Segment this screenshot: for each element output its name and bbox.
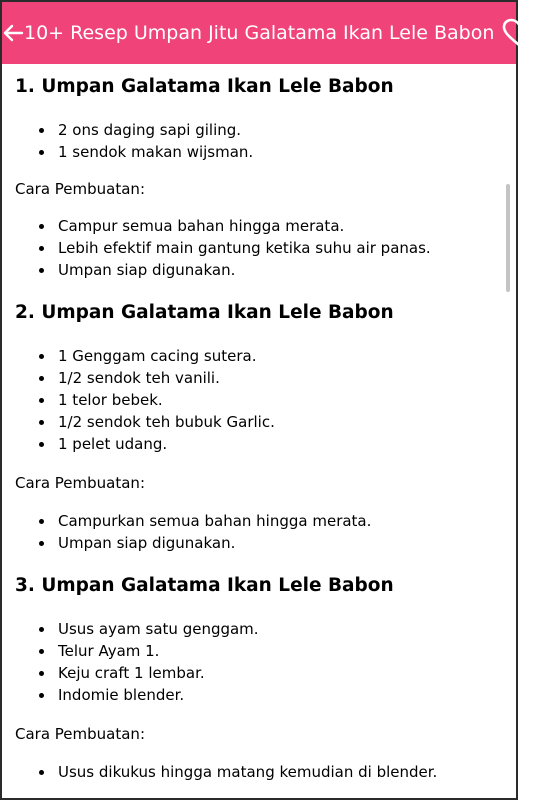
- section-heading: 2. Umpan Galatama Ikan Lele Babon: [15, 302, 394, 323]
- list-item: 1/2 sendok teh vanili.: [2, 367, 502, 389]
- recipe-section: [2, 301, 502, 554]
- list-item: Campur semua bahan hingga merata.: [2, 215, 502, 237]
- method-label: Cara Pembuatan:: [15, 474, 145, 492]
- section-heading: 1. Umpan Galatama Ikan Lele Babon: [15, 76, 394, 97]
- ingredient-list: [2, 618, 502, 706]
- method-label: Cara Pembuatan:: [15, 180, 145, 198]
- section-heading: 3. Umpan Galatama Ikan Lele Babon: [15, 575, 394, 596]
- bullet: [39, 627, 44, 632]
- bullet: [39, 541, 44, 546]
- arrow-left-icon: [2, 22, 24, 44]
- method-label: Cara Pembuatan:: [15, 725, 145, 743]
- list-item: Umpan siap digunakan.: [2, 532, 502, 554]
- list-item: 1/2 sendok teh bubuk Garlic.: [2, 411, 502, 433]
- bullet: [39, 649, 44, 654]
- back-button[interactable]: [2, 2, 24, 64]
- list-item: 1 pelet udang.: [2, 433, 502, 455]
- bullet: [39, 128, 44, 133]
- list-item: Campurkan semua bahan hingga merata.: [2, 510, 502, 532]
- list-item: Usus dikukus hingga matang kemudian di blender.: [2, 761, 502, 783]
- bullet: [39, 246, 44, 251]
- step-list: [2, 215, 502, 281]
- app-bar: [2, 2, 516, 64]
- recipe-section: [2, 574, 502, 783]
- heart-outline-icon: [502, 18, 536, 48]
- bullet: [39, 150, 44, 155]
- list-item: 1 Genggam cacing sutera.: [2, 345, 502, 367]
- favorite-button[interactable]: [502, 2, 536, 64]
- bullet: [39, 671, 44, 676]
- list-item: Lebih efektif main gantung ketika suhu air panas.: [2, 237, 502, 259]
- bullet: [39, 268, 44, 273]
- recipe-content[interactable]: [2, 64, 502, 800]
- list-item: Usus ayam satu genggam.: [2, 618, 502, 640]
- bullet: [39, 420, 44, 425]
- bullet: [39, 376, 44, 381]
- bullet: [39, 224, 44, 229]
- scrollbar-thumb[interactable]: [506, 184, 510, 292]
- recipe-section: [2, 75, 502, 281]
- list-item: 1 telor bebek.: [2, 389, 502, 411]
- page-title: 10+ Resep Umpan Jitu Galatama Ikan Lele Babon: [24, 22, 495, 44]
- list-item: 2 ons daging sapi giling.: [2, 119, 502, 141]
- bullet: [39, 519, 44, 524]
- list-item: 1 sendok makan wijsman.: [2, 141, 502, 163]
- bullet: [39, 354, 44, 359]
- ingredient-list: [2, 119, 502, 163]
- bullet: [39, 398, 44, 403]
- list-item: Telur Ayam 1.: [2, 640, 502, 662]
- list-item: Keju craft 1 lembar.: [2, 662, 502, 684]
- bullet: [39, 770, 44, 775]
- bullet: [39, 442, 44, 447]
- list-item: Indomie blender.: [2, 684, 502, 706]
- step-list: [2, 510, 502, 554]
- list-item: Umpan siap digunakan.: [2, 259, 502, 281]
- step-list: [2, 761, 502, 783]
- bullet: [39, 693, 44, 698]
- ingredient-list: [2, 345, 502, 455]
